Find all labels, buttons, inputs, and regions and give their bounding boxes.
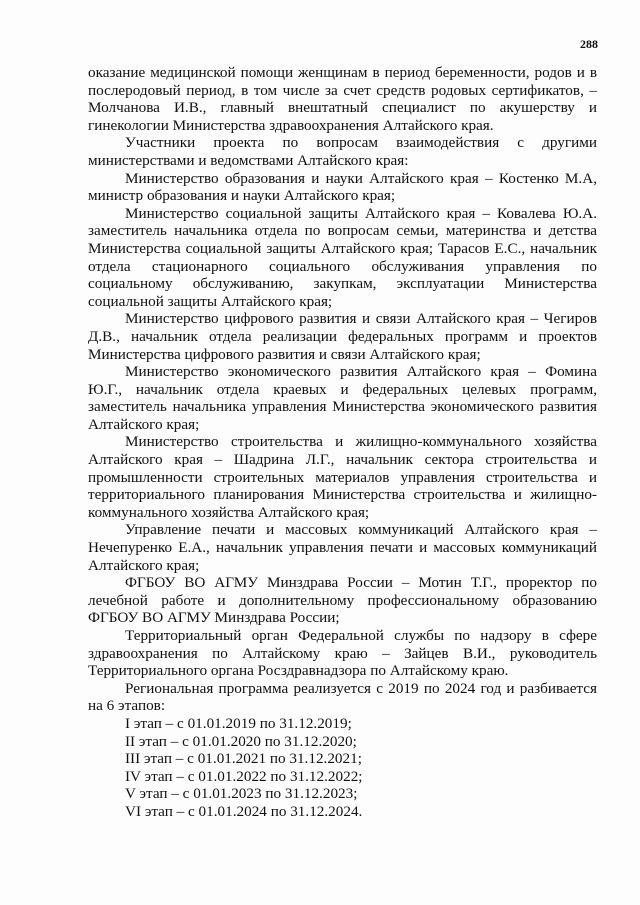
page-number: 288 xyxy=(580,37,598,51)
list-item: V этап – с 01.01.2023 по 31.12.2023; xyxy=(125,785,358,803)
paragraph-ministry-digital: Министерство цифрового развития и связи Алтайского края – Чегиров Д.В., начальник отдела реализации федеральных программ и проектов Министерства цифрового развития и связи Алтайского края; xyxy=(88,310,597,363)
paragraph-roszdravnadzor: Территориальный орган Федеральной службы по надзору в сфере здравоохранения по Алтайскому краю – Зайцев В.И., руководитель Территориального органа Росздравнадзора по Алтайскому краю. xyxy=(88,627,597,680)
paragraph-continuation: оказание медицинской помощи женщинам в период беременности, родов и в послеродовый период, в том числе за счет средств родовых сертификатов, – Молчанова И.В., главный внештатный специалист по акушерству и гинекологии Министерства здравоохранения Алтайского края. xyxy=(88,64,597,134)
paragraph-ministry-construction: Министерство строительства и жилищно-коммунального хозяйства Алтайского края – Шадрина Л.Г., начальник сектора строительства и промышленности строительных материалов управления строительства и территориального планирования Министерства строительства и жилищно-коммунального хозяйства Алтайского края; xyxy=(88,433,597,521)
paragraph-ministry-economic: Министерство экономического развития Алтайского края – Фомина Ю.Г., начальник отдела краевых и федеральных целевых программ, заместитель начальника управления Министерства экономического развития Алтайского края; xyxy=(88,363,597,433)
paragraph-ministry-education: Министерство образования и науки Алтайского края – Костенко М.А, министр образования и науки Алтайского края; xyxy=(88,169,597,205)
list-item: VI этап – с 01.01.2024 по 31.12.2024. xyxy=(125,802,363,820)
stages-list xyxy=(88,715,597,821)
list-item: IV этап – с 01.01.2022 по 31.12.2022; xyxy=(125,767,363,785)
body-text xyxy=(88,64,597,821)
paragraph-participants-intro: Участники проекта по вопросам взаимодействия с другими министерствами и ведомствами Алтайского края: xyxy=(88,134,597,169)
paragraph-press-department: Управление печати и массовых коммуникаций Алтайского края – Нечепуренко Е.А., начальник управления печати и массовых коммуникаций Алтайского края; xyxy=(88,521,597,574)
list-item: II этап – с 01.01.2020 по 31.12.2020; xyxy=(125,732,357,750)
paragraph-university: ФГБОУ ВО АГМУ Минздрава России – Мотин Т.Г., проректор по лечебной работе и дополнительному профессиональному образованию ФГБОУ ВО АГМУ Минздрава России; xyxy=(88,574,597,627)
list-item: I этап – с 01.01.2019 по 31.12.2019; xyxy=(125,714,352,732)
list-item: III этап – с 01.01.2021 по 31.12.2021; xyxy=(125,750,362,768)
paragraph-program-stages-intro: Региональная программа реализуется с 2019 по 2024 год и разбивается на 6 этапов: xyxy=(88,679,597,715)
paragraph-ministry-social: Министерство социальной защиты Алтайского края – Ковалева Ю.А. заместитель начальника отдела по вопросам семьи, материнства и детства Министерства социальной защиты Алтайского края; Тарасов Е.С., начальник отдела стационарного социального обслуживания управления по социальному обслуживанию, закупкам, эксплуатации Министерства социальной защиты Алтайского края; xyxy=(88,204,597,310)
